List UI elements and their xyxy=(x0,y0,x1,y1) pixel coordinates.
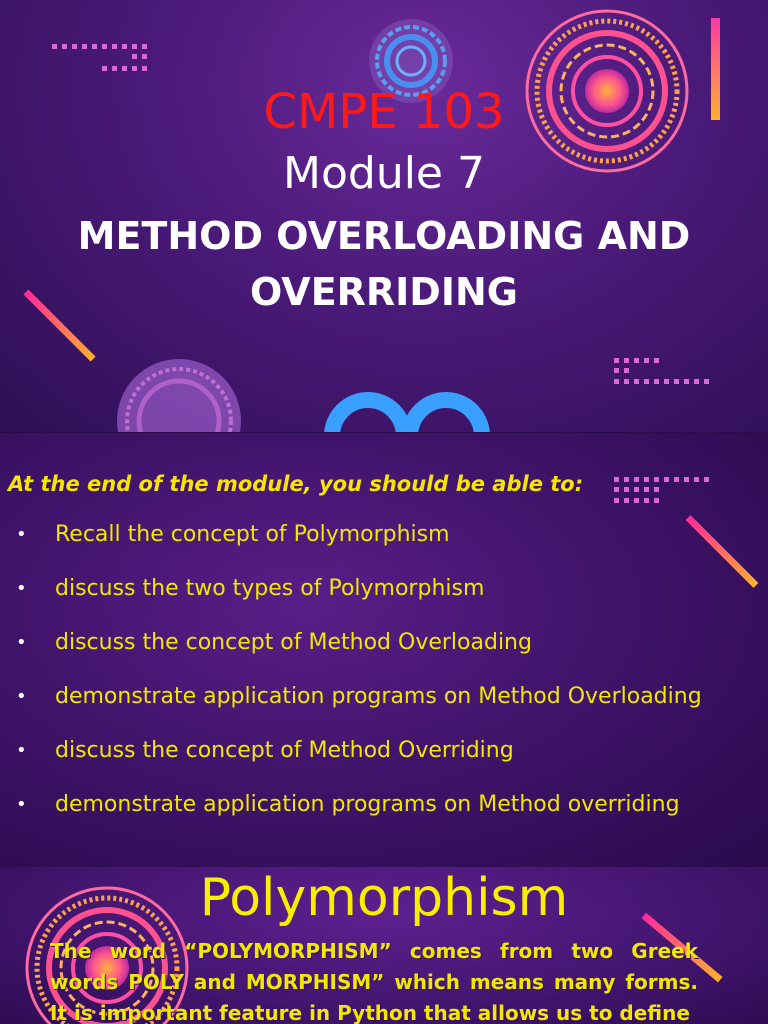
module-title: Module 7 xyxy=(283,148,485,199)
dot-grid-decoration xyxy=(612,356,716,388)
purple-ring-decoration xyxy=(114,356,244,432)
list-item: • discuss the concept of Method Overriding xyxy=(12,724,762,778)
list-item: • Recall the concept of Polymorphism xyxy=(12,508,762,562)
polymorphism-body: The word “POLYMORPHISM” comes from two Greek words POLY and MORPHISM” which means many forms. It is important feature in Python that allows us to define xyxy=(50,939,698,1024)
title-slide xyxy=(0,0,768,432)
blue-loop-decoration xyxy=(318,386,498,432)
list-item: • demonstrate application programs on Method overriding xyxy=(12,778,762,832)
topic-title: METHOD OVERLOADING AND OVERRIDING xyxy=(77,214,691,314)
list-item: • demonstrate application programs on Method Overloading xyxy=(12,670,762,724)
list-item: • discuss the two types of Polymorphism xyxy=(12,562,762,616)
objectives-heading: At the end of the module, you should be able to: xyxy=(8,472,584,496)
dot-grid-decoration xyxy=(50,42,160,76)
list-item: • discuss the concept of Method Overloading xyxy=(12,616,762,670)
dot-grid-decoration xyxy=(612,475,716,509)
objectives-list xyxy=(12,508,762,832)
course-code: CMPE 103 xyxy=(263,84,505,140)
polymorphism-title: Polymorphism xyxy=(199,868,569,928)
